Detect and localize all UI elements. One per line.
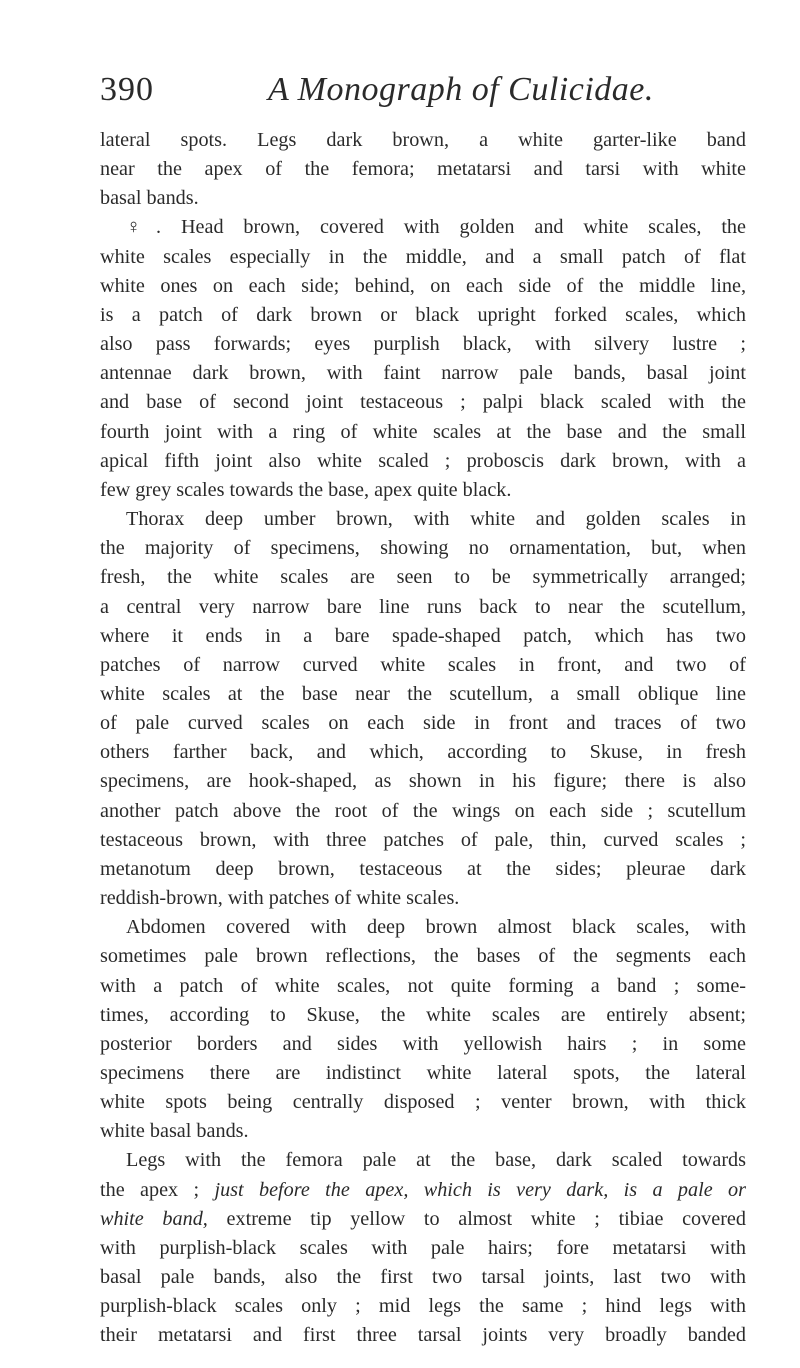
text-line: the majority of specimens, showing no ornamentation, but, when <box>100 537 746 560</box>
italic-segment: white band, <box>100 1207 208 1230</box>
text-line: specimens, are hook-shaped, as shown in his figure; there is also <box>100 770 746 793</box>
text-line: another patch above the root of the wings on each side ; scutellum <box>100 799 746 822</box>
text-line: Legs with the femora pale at the base, dark scaled towards <box>126 1149 746 1172</box>
text-line: sometimes pale brown reflections, the bases of the segments each <box>100 945 746 968</box>
text-line: basal pale bands, also the first two tarsal joints, last two with <box>100 1266 746 1289</box>
text-line <box>100 1176 746 1205</box>
text-line: posterior borders and sides with yellowish hairs ; in some <box>100 1032 746 1055</box>
text-line: purplish-black scales only ; mid legs the same ; hind legs with <box>100 1295 746 1318</box>
text-line: apical fifth joint also white scaled ; proboscis dark brown, with a <box>100 449 746 472</box>
italic-segment: just before the apex, which is very dark, is a pale or <box>214 1178 746 1201</box>
page-header <box>100 70 746 126</box>
text-line: antennae dark brown, with faint narrow pale bands, basal joint <box>100 362 746 385</box>
text-line: white scales at the base near the scutellum, a small oblique line <box>100 682 746 705</box>
text-line: lateral spots. Legs dark brown, a white garter-like band <box>100 129 746 151</box>
text-line: patches of narrow curved white scales in front, and two of <box>100 653 746 676</box>
text-segment: the apex ; <box>100 1178 215 1201</box>
text-line: white scales especially in the middle, and a small patch of flat <box>100 245 746 268</box>
text-line: others farther back, and which, according to Skuse, in fresh <box>100 741 746 764</box>
text-line: fourth joint with a ring of white scales at the base and the small <box>100 420 746 443</box>
page <box>100 70 746 1351</box>
text-line: few grey scales towards the base, apex quite black. <box>100 478 512 501</box>
text-line: white basal bands. <box>100 1120 249 1143</box>
text-line: where it ends in a bare spade-shaped patch, which has two <box>100 624 746 647</box>
text-segment: extreme tip yellow to almost white ; tibiae covered <box>207 1207 746 1230</box>
text-line: white ones on each side; behind, on each side of the middle line, <box>100 274 746 297</box>
text-line: specimens there are indistinct white lateral spots, the lateral <box>100 1062 746 1084</box>
text-line <box>100 1205 746 1234</box>
text-line: ♀. Head brown, covered with golden and white scales, the <box>126 216 746 239</box>
text-line: their metatarsi and first three tarsal joints very broadly banded <box>100 1324 746 1347</box>
text-line: Abdomen covered with deep brown almost black scales, with <box>126 916 746 939</box>
text-line: white spots being centrally disposed ; venter brown, with thick <box>100 1091 746 1114</box>
text-line: fresh, the white scales are seen to be symmetrically arranged; <box>100 566 746 589</box>
text-line: and base of second joint testaceous ; palpi black scaled with the <box>100 391 746 414</box>
text-line: testaceous brown, with three patches of pale, thin, curved scales ; <box>100 828 746 851</box>
body-text <box>100 126 746 1351</box>
text-line: a central very narrow bare line runs back to near the scutellum, <box>100 595 746 618</box>
page-number: 390 <box>100 71 154 108</box>
text-line: Thorax deep umber brown, with white and golden scales in <box>126 508 746 531</box>
text-line: of pale curved scales on each side in front and traces of two <box>100 712 746 735</box>
running-title: A Monograph of Culicidae. <box>268 71 654 108</box>
text-line: reddish-brown, with patches of white scales. <box>100 887 460 910</box>
text-line: with a patch of white scales, not quite forming a band ; some- <box>100 974 746 997</box>
text-line: with purplish-black scales with pale hairs; fore metatarsi with <box>100 1236 746 1259</box>
text-line: also pass forwards; eyes purplish black, with silvery lustre ; <box>100 333 746 356</box>
text-line: basal bands. <box>100 187 199 210</box>
text-line: times, according to Skuse, the white scales are entirely absent; <box>100 1003 746 1026</box>
text-line: near the apex of the femora; metatarsi and tarsi with white <box>100 158 746 181</box>
text-line: metanotum deep brown, testaceous at the sides; pleurae dark <box>100 857 746 880</box>
text-line: is a patch of dark brown or black upright forked scales, which <box>100 303 746 326</box>
